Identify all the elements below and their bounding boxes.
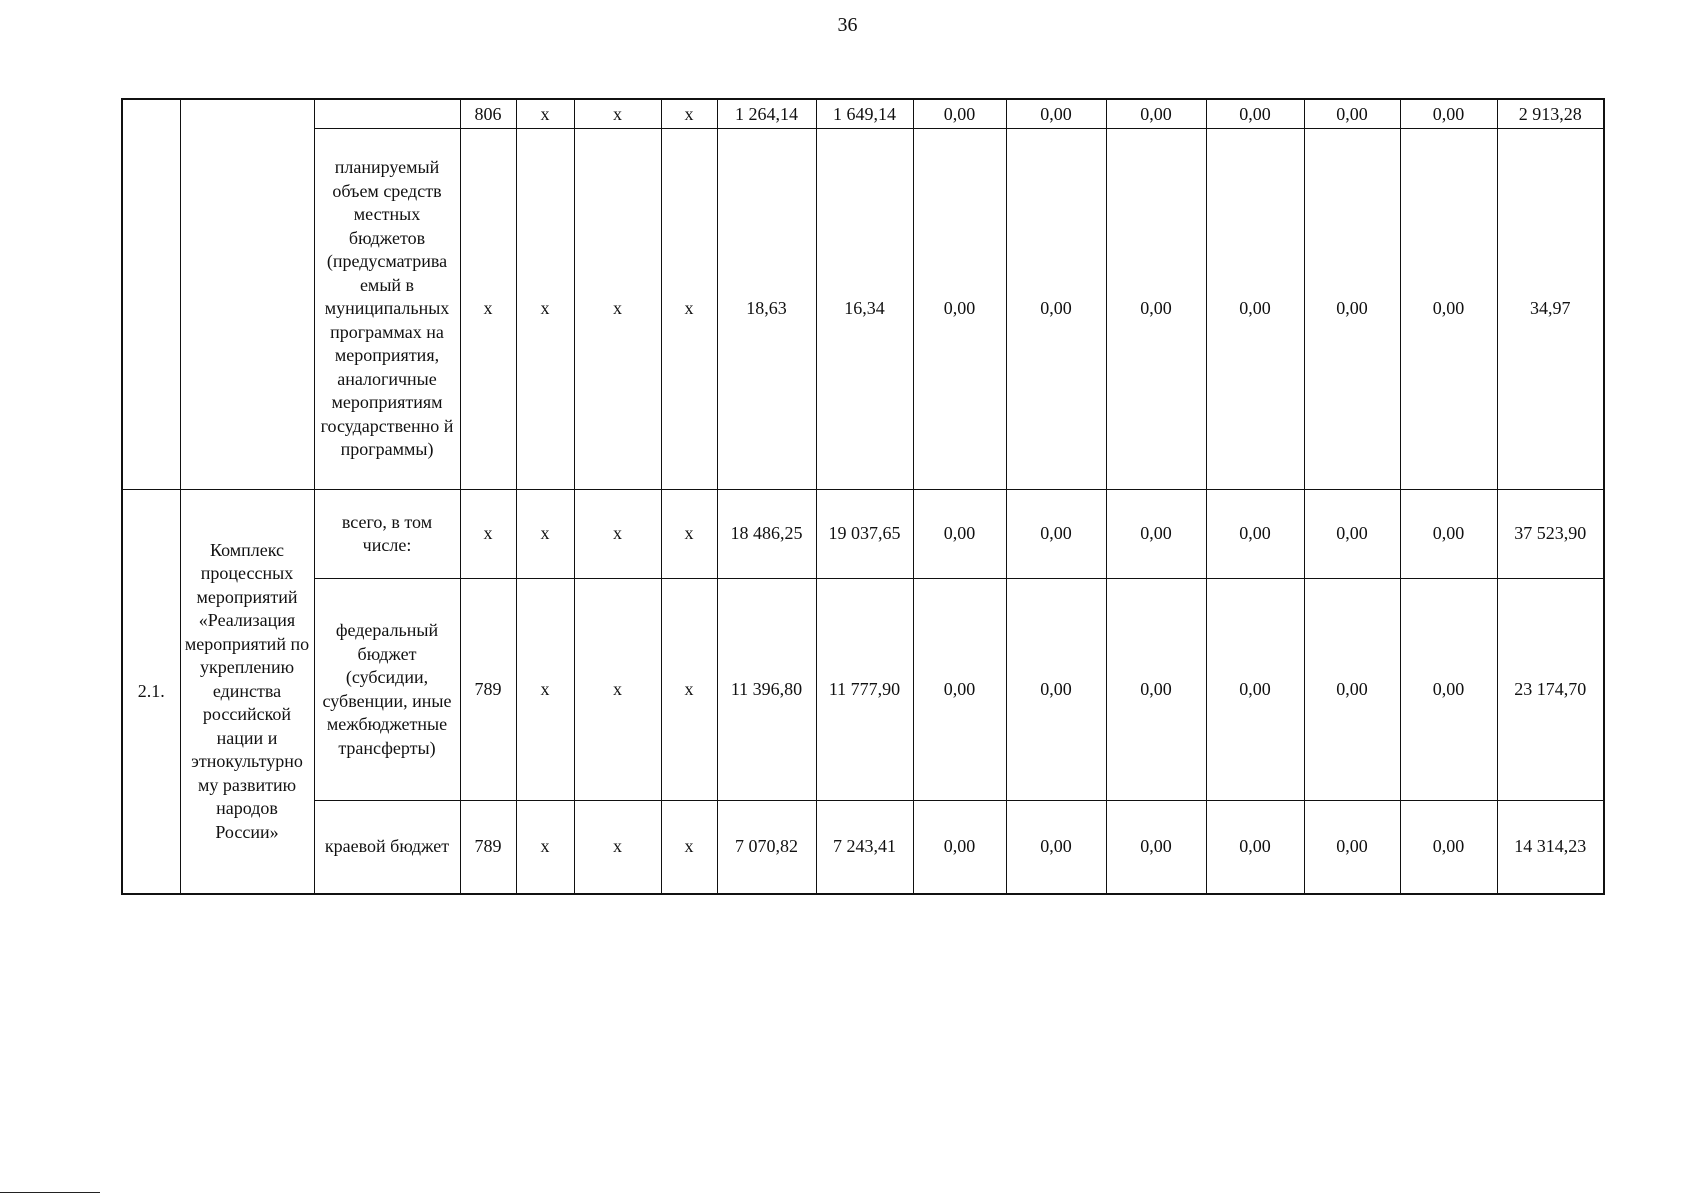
x-cell: x xyxy=(516,579,574,801)
x-cell: x xyxy=(574,129,661,490)
source-label-cell: федеральный бюджет (субсидии, субвенции, иные межбюджетные трансферты) xyxy=(314,579,460,801)
x-cell: x xyxy=(516,99,574,129)
value-cell: 0,00 xyxy=(1400,490,1497,579)
x-cell: x xyxy=(574,801,661,895)
value-cell: 7 243,41 xyxy=(816,801,913,895)
value-cell: 0,00 xyxy=(1206,801,1304,895)
x-cell: x xyxy=(574,99,661,129)
table-row xyxy=(122,490,1604,579)
total-cell: 34,97 xyxy=(1497,129,1604,490)
x-cell: x xyxy=(661,99,717,129)
value-cell: 11 396,80 xyxy=(717,579,816,801)
table-row xyxy=(122,579,1604,801)
value-cell: 0,00 xyxy=(1206,99,1304,129)
value-cell: 0,00 xyxy=(1304,801,1400,895)
value-cell: 0,00 xyxy=(913,801,1006,895)
value-cell: 0,00 xyxy=(1400,801,1497,895)
table-row xyxy=(122,129,1604,490)
x-cell: x xyxy=(574,579,661,801)
value-cell: 0,00 xyxy=(1400,99,1497,129)
code-cell: x xyxy=(460,129,516,490)
value-cell: 11 777,90 xyxy=(816,579,913,801)
x-cell: x xyxy=(661,579,717,801)
x-cell: x xyxy=(661,490,717,579)
value-cell: 18,63 xyxy=(717,129,816,490)
value-cell: 0,00 xyxy=(1400,579,1497,801)
total-cell: 14 314,23 xyxy=(1497,801,1604,895)
value-cell: 0,00 xyxy=(1304,99,1400,129)
footnote-separator xyxy=(0,1192,100,1193)
section-title-cell: Комплекс процессных мероприятий «Реализация мероприятий по укреплению единства российской нации и этнокультурно му развитию народов России» xyxy=(180,490,314,895)
value-cell: 0,00 xyxy=(1304,129,1400,490)
value-cell: 0,00 xyxy=(1106,99,1206,129)
budget-table xyxy=(121,98,1605,895)
value-cell: 0,00 xyxy=(1304,579,1400,801)
section-number-cell xyxy=(122,99,180,490)
x-cell: x xyxy=(661,801,717,895)
value-cell: 0,00 xyxy=(913,579,1006,801)
value-cell: 19 037,65 xyxy=(816,490,913,579)
code-cell: 806 xyxy=(460,99,516,129)
x-cell: x xyxy=(516,129,574,490)
x-cell: x xyxy=(574,490,661,579)
value-cell: 16,34 xyxy=(816,129,913,490)
total-cell: 2 913,28 xyxy=(1497,99,1604,129)
value-cell: 0,00 xyxy=(1006,99,1106,129)
value-cell: 0,00 xyxy=(913,99,1006,129)
value-cell: 0,00 xyxy=(1106,801,1206,895)
table-row xyxy=(122,99,1604,129)
source-label-cell: краевой бюджет xyxy=(314,801,460,895)
value-cell: 0,00 xyxy=(913,129,1006,490)
source-label-cell: всего, в том числе: xyxy=(314,490,460,579)
x-cell: x xyxy=(516,490,574,579)
source-label-cell xyxy=(314,99,460,129)
source-label-cell: планируемый объем средств местных бюджетов (предусматрива емый в муниципальных программах на мероприятия, аналогичные мероприятиям государственно й программы) xyxy=(314,129,460,490)
value-cell: 0,00 xyxy=(1206,129,1304,490)
section-number-cell: 2.1. xyxy=(122,490,180,895)
value-cell: 0,00 xyxy=(1400,129,1497,490)
value-cell: 0,00 xyxy=(1304,490,1400,579)
value-cell: 0,00 xyxy=(1006,490,1106,579)
value-cell: 0,00 xyxy=(1006,579,1106,801)
value-cell: 0,00 xyxy=(1106,490,1206,579)
value-cell: 18 486,25 xyxy=(717,490,816,579)
value-cell: 0,00 xyxy=(1106,579,1206,801)
value-cell: 1 649,14 xyxy=(816,99,913,129)
total-cell: 37 523,90 xyxy=(1497,490,1604,579)
table-row xyxy=(122,801,1604,895)
x-cell: x xyxy=(661,129,717,490)
value-cell: 0,00 xyxy=(1006,129,1106,490)
code-cell: 789 xyxy=(460,801,516,895)
code-cell: x xyxy=(460,490,516,579)
value-cell: 1 264,14 xyxy=(717,99,816,129)
value-cell: 0,00 xyxy=(1106,129,1206,490)
code-cell: 789 xyxy=(460,579,516,801)
page-number: 36 xyxy=(837,14,858,36)
value-cell: 0,00 xyxy=(1206,579,1304,801)
value-cell: 7 070,82 xyxy=(717,801,816,895)
x-cell: x xyxy=(516,801,574,895)
section-title-cell xyxy=(180,99,314,490)
value-cell: 0,00 xyxy=(1006,801,1106,895)
value-cell: 0,00 xyxy=(1206,490,1304,579)
total-cell: 23 174,70 xyxy=(1497,579,1604,801)
value-cell: 0,00 xyxy=(913,490,1006,579)
